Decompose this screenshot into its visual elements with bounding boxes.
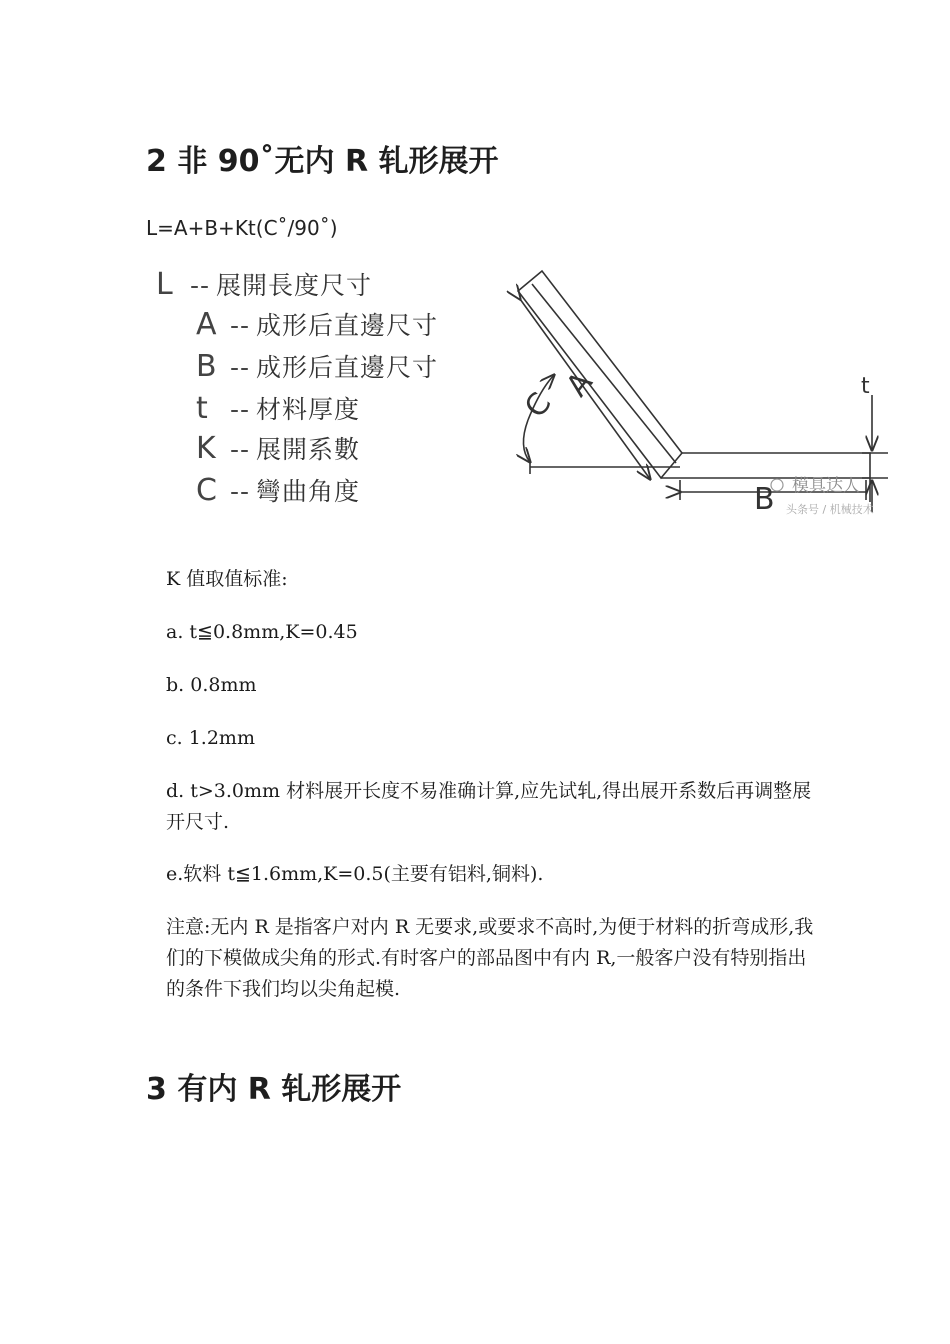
legend-row-t: t -- 材料厚度 <box>196 391 361 426</box>
flange-edge-line <box>532 284 676 463</box>
legend-symbol: L <box>156 267 174 302</box>
legend-row-k: K -- 展開系數 <box>196 431 361 466</box>
legend-symbol: K <box>196 431 217 466</box>
k-item-d: d. t>3.0mm 材料展开长度不易准确计算,应先试轧,得出展开系数后再调整展开尺寸. <box>166 780 812 833</box>
k-item-c: c. 1.2mm <box>166 727 255 749</box>
watermark-sub: 头条号 / 机械技术 <box>786 503 874 516</box>
legend-desc: 材料厚度 <box>256 395 361 424</box>
watermark <box>771 476 874 516</box>
legend-row-a: A -- 成形后直邊尺寸 <box>196 307 439 342</box>
legend-desc: 展開長度尺寸 <box>216 271 373 300</box>
legend-row-l: L -- 展開長度尺寸 <box>156 267 373 302</box>
horizontal-flange <box>661 453 870 478</box>
legend-desc: 彎曲角度 <box>256 477 361 506</box>
watermark-main: 模具达人 <box>792 476 860 496</box>
c-angle-arc <box>523 420 530 462</box>
legend-symbol: B <box>196 349 218 384</box>
legend-symbol: C <box>196 473 218 508</box>
bend-diagram-figure <box>150 262 900 520</box>
legend-row-b: B -- 成形后直邊尺寸 <box>196 349 439 384</box>
label-c: C <box>518 386 559 425</box>
legend-desc: 展開系數 <box>256 435 361 464</box>
slanted-flange <box>518 271 682 478</box>
legend-symbol: A <box>196 307 218 342</box>
k-item-b: b. 0.8mm <box>166 674 257 696</box>
label-t: t <box>861 374 870 399</box>
k-item-e: e.软料 t≦1.6mm,K=0.5(主要有铝料,铜料). <box>166 863 544 885</box>
label-b: B <box>754 482 775 517</box>
k-item-a: a. t≦0.8mm,K=0.45 <box>166 621 358 643</box>
unfold-formula: L=A+B+Kt(C˚/90˚) <box>146 216 338 240</box>
section-heading-2: 2 非 90˚无内 R 轧形展开 <box>146 144 499 179</box>
note-paragraph: 注意:无内 R 是指客户对内 R 无要求,或要求不高时,为便于材料的折弯成形,我们的下模做成尖角的形式.有时客户的部品图中有内 R,一般客户没有特别指出的条件下我们均以尖角起模. <box>166 916 814 1000</box>
legend-desc: 成形后直邊尺寸 <box>256 311 439 340</box>
section-heading-3: 3 有内 R 轧形展开 <box>146 1072 402 1107</box>
legend-row-c: C -- 彎曲角度 <box>196 473 361 508</box>
legend-desc: 成形后直邊尺寸 <box>256 353 439 382</box>
k-standard-title: K 值取值标准: <box>166 568 288 590</box>
legend-symbol: t <box>196 391 209 426</box>
bend-drawing <box>150 262 900 520</box>
label-a: A <box>559 365 600 404</box>
